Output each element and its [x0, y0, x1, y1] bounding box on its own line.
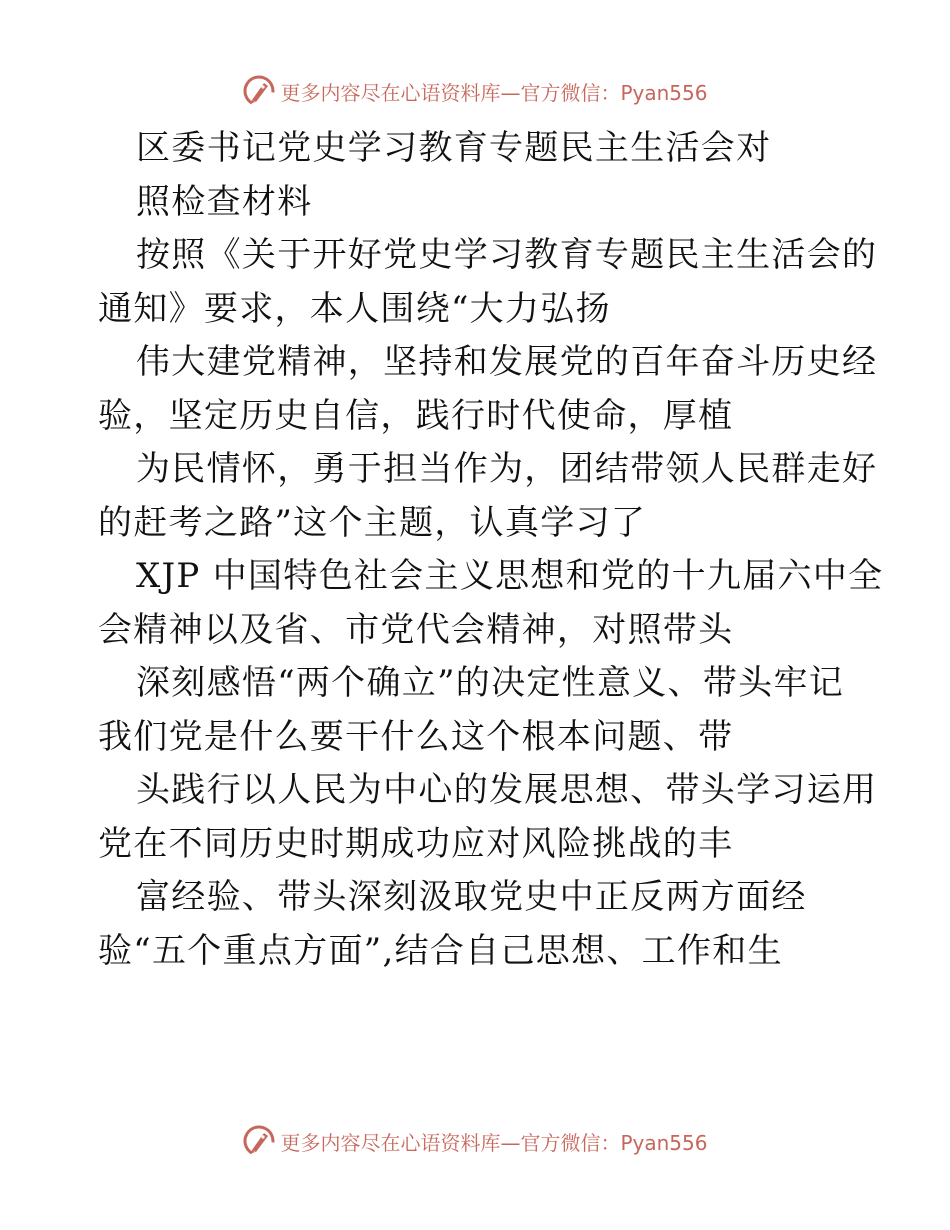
text-line: 验“五个重点方面”,结合自己思想、工作和生	[98, 930, 783, 971]
text-line: 的赶考之路”这个主题，认真学习了	[98, 502, 647, 543]
text-line: 区委书记党史学习教育专题民主生活会对	[136, 128, 772, 168]
text-line: 富经验、带头深刻汲取党史中正反两方面经	[136, 877, 807, 917]
text-line: 深刻感悟“两个确立”的决定性意义、带头牢记	[136, 663, 845, 703]
text-line: 伟大建党精神，坚持和发展党的百年奋斗历史经	[136, 342, 878, 382]
pen-nib-logo-icon	[242, 1124, 276, 1158]
pen-nib-logo-icon	[242, 74, 276, 108]
text-line: 会精神以及省、市党代会精神，对照带头	[98, 609, 734, 650]
header-watermark	[0, 71, 950, 111]
text-line: 我们党是什么要干什么这个根本问题、带	[98, 716, 734, 757]
text-line: 验，坚定历史自信，践行时代使命，厚植	[98, 395, 734, 436]
text-line: XJP 中国特色社会主义思想和党的十九届六中全	[136, 556, 884, 596]
text-line: 照检查材料	[136, 181, 313, 222]
watermark-text: 更多内容尽在心语资料库—官方微信：Pyan556	[280, 80, 708, 105]
document-body	[98, 122, 884, 978]
text-line: 通知》要求，本人围绕“大力弘扬	[98, 288, 611, 329]
text-line: 按照《关于开好党史学习教育专题民主生活会的	[136, 235, 878, 275]
footer-watermark	[0, 1121, 950, 1161]
text-line: 头践行以人民为中心的发展思想、带头学习运用	[136, 770, 878, 810]
text-line: 为民情怀，勇于担当作为，团结带领人民群走好	[136, 449, 878, 489]
watermark-text: 更多内容尽在心语资料库—官方微信：Pyan556	[280, 1130, 708, 1155]
text-line: 党在不同历史时期成功应对风险挑战的丰	[98, 823, 734, 864]
